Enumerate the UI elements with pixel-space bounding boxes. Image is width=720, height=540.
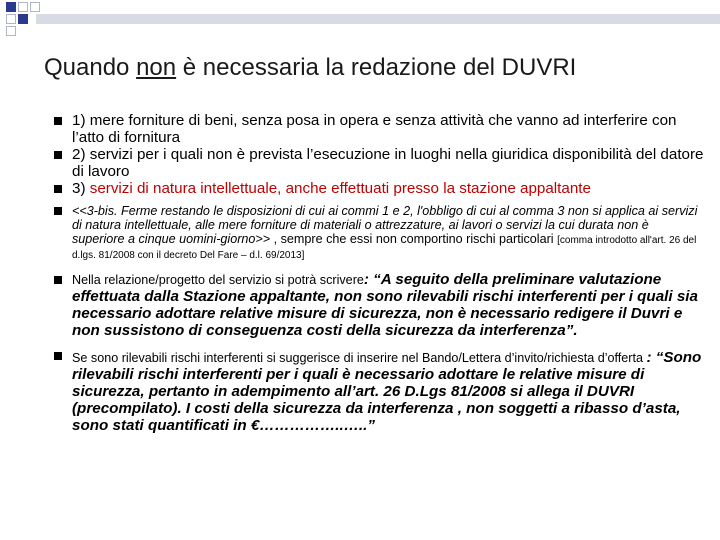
bullet-item xyxy=(54,204,704,262)
bullet-item xyxy=(54,271,704,339)
decor-square xyxy=(18,2,28,12)
bullet-emphasis-text: : “A seguito della preliminare valutazione effettuata dalla Stazione appaltante, non sono rilevabili rischi interferenti per i quali sia necessario adottare relative misure di sicurezza, non è necessario redigere il Duvri e non sussistono di conseguenza costi della sicurezza da interferenza”. xyxy=(72,271,698,339)
header-decoration xyxy=(0,0,720,40)
bullet-emphasis-text: : “Sono rilevabili rischi interferenti per i quali è necessario adottare le relative misure di sicurezza, pertanto in adempimento all’art. 26 D.Lgs 81/2008 si allega il DUVRI (precompilato). I costi della sicurezza da interferenza , non soggetti a ribasso d’asta, sono stati quantificati in €……………..…..” xyxy=(72,349,702,434)
bullet-item xyxy=(54,146,704,180)
bullet-text: 3) xyxy=(72,180,90,197)
decor-square xyxy=(6,14,16,24)
title-text: è necessaria la redazione del DUVRI xyxy=(176,54,577,81)
slide-title xyxy=(44,53,704,83)
bullet-item xyxy=(54,112,704,146)
bullet-text: 2) servizi per i quali non è prevista l’esecuzione in luoghi nella giuridica disponibilità del datore di lavoro xyxy=(72,146,704,180)
law-reference-note: [comma introdotto all'art. 26 del d.lgs. 81/2008 con il decreto Del Fare – d.l. 69/2013] xyxy=(72,235,697,261)
title-text: Quando xyxy=(44,54,137,81)
bullet-text: 1) mere forniture di beni, senza posa in opera e senza attività che vanno ad interferire con l’atto di fornitura xyxy=(72,112,677,146)
square-bullet-icon xyxy=(54,352,62,360)
header-band xyxy=(36,14,720,24)
decor-square xyxy=(30,2,40,12)
bullet-item xyxy=(54,349,704,434)
bullet-text: Nella relazione/progetto del servizio si potrà scrivere xyxy=(72,273,364,287)
square-bullet-icon xyxy=(54,185,62,193)
decor-square xyxy=(6,2,16,12)
square-bullet-icon xyxy=(54,276,62,284)
decor-square xyxy=(18,14,28,24)
title-underlined-word: non xyxy=(136,54,177,81)
bullet-highlight-text: servizi di natura intellettuale, anche effettuati presso la stazione appaltante xyxy=(89,180,591,197)
decor-square xyxy=(6,26,16,36)
bullet-text: , sempre che essi non comportino rischi particolari xyxy=(270,232,558,246)
law-quote-text: <<3-bis. Ferme restando le disposizioni di cui ai commi 1 e 2, l'obbligo di cui al comma 3 non si applica ai servizi di natura intellettuale, alle mere forniture di materiali o attrezzature, ai lavori o servizi la cui durata non è superiore a cinque uomini-giorno>> xyxy=(72,204,698,246)
square-bullet-icon xyxy=(54,151,62,159)
bullet-text: Se sono rilevabili rischi interferenti si suggerisce di inserire nel Bando/Lettera d’invito/richiesta d’offerta xyxy=(72,351,647,365)
bullet-list xyxy=(54,112,704,434)
square-bullet-icon xyxy=(54,117,62,125)
square-bullet-icon xyxy=(54,207,62,215)
bullet-item xyxy=(54,180,704,197)
